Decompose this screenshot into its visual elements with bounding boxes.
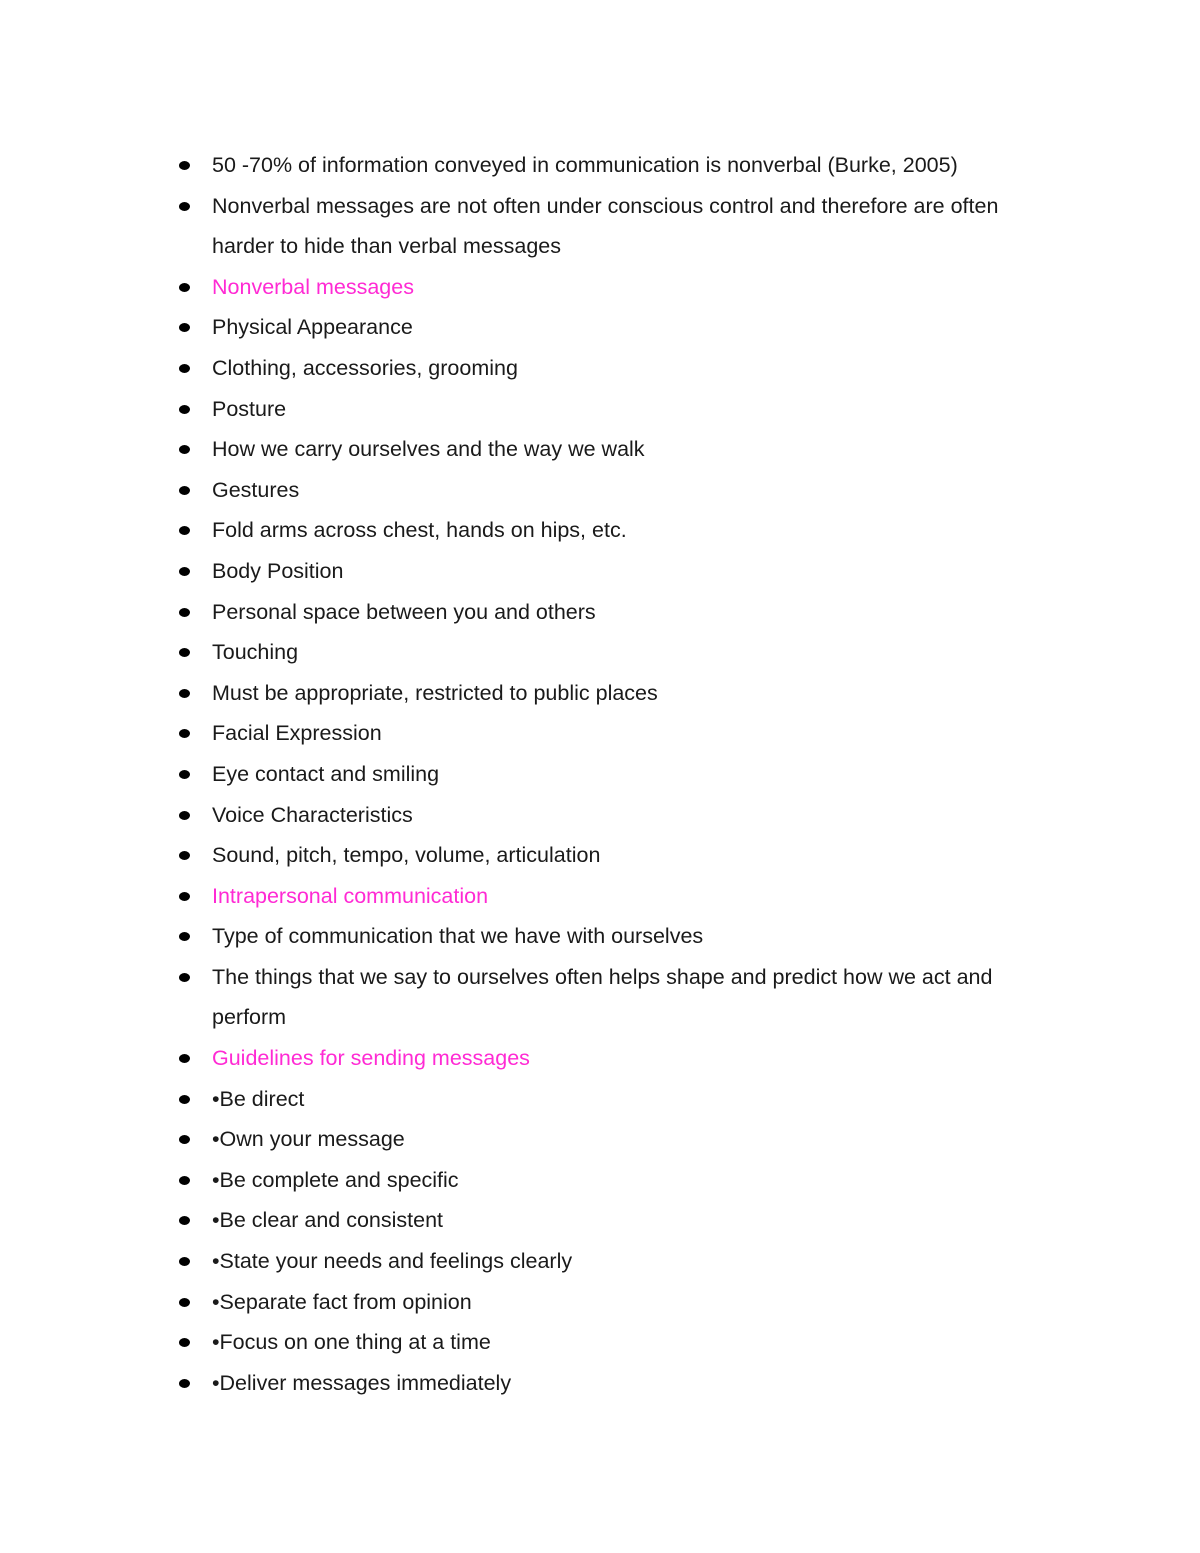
bullet-icon	[179, 1338, 190, 1347]
list-item	[175, 632, 1035, 673]
list-item-text: •Focus on one thing at a time	[212, 1330, 491, 1355]
list-item-heading	[175, 267, 1035, 308]
list-item	[175, 1160, 1035, 1201]
list-item-text: Body Position	[212, 558, 344, 583]
bullet-icon	[179, 1135, 190, 1144]
bullet-icon	[179, 526, 190, 535]
list-item	[175, 551, 1035, 592]
list-item	[175, 713, 1035, 754]
list-item	[175, 835, 1035, 876]
list-item-text: Voice Characteristics	[212, 802, 413, 827]
list-item-text: •Deliver messages immediately	[212, 1370, 512, 1395]
list-item-text: •State your needs and feelings clearly	[212, 1249, 573, 1274]
list-item	[175, 754, 1035, 795]
list-item-text: •Be complete and specific	[212, 1167, 459, 1192]
list-item-text: •Separate fact from opinion	[212, 1289, 472, 1314]
bullet-icon	[179, 648, 190, 657]
list-item	[175, 389, 1035, 430]
list-item	[175, 1079, 1035, 1120]
bullet-icon	[179, 811, 190, 820]
list-item-text: Nonverbal messages	[212, 274, 414, 299]
bullet-icon	[179, 729, 190, 738]
bullet-icon	[179, 1216, 190, 1225]
list-item-text: Clothing, accessories, grooming	[212, 355, 518, 380]
list-item	[175, 1200, 1035, 1241]
bullet-icon	[179, 1095, 190, 1104]
bullet-icon	[179, 770, 190, 779]
list-item-text: Personal space between you and others	[212, 599, 596, 624]
bullet-icon	[179, 689, 190, 698]
list-item	[175, 429, 1035, 470]
list-item	[175, 1282, 1035, 1323]
list-item-heading	[175, 876, 1035, 917]
bullet-icon	[179, 1176, 190, 1185]
list-item	[175, 795, 1035, 836]
list-item-text: Facial Expression	[212, 721, 382, 746]
list-item	[175, 916, 1035, 957]
list-item-text: Gestures	[212, 477, 300, 502]
bullet-icon	[179, 567, 190, 576]
list-item-text: Guidelines for sending messages	[212, 1046, 530, 1071]
bullet-icon	[179, 892, 190, 901]
bullet-icon	[179, 283, 190, 292]
list-item-heading	[175, 1038, 1035, 1079]
bullet-icon	[179, 1379, 190, 1388]
list-item	[175, 957, 1035, 1038]
list-item	[175, 1119, 1035, 1160]
list-item-text: Intrapersonal communication	[212, 883, 489, 908]
bullet-icon	[179, 161, 190, 170]
bullet-icon	[179, 932, 190, 941]
bullet-icon	[179, 323, 190, 332]
bullet-icon	[179, 202, 190, 211]
bullet-icon	[179, 973, 190, 982]
list-item-text: Sound, pitch, tempo, volume, articulation	[212, 843, 601, 868]
list-item-text: Fold arms across chest, hands on hips, etc.	[212, 518, 627, 543]
list-item-text: •Own your message	[212, 1127, 405, 1152]
bullet-icon	[179, 405, 190, 414]
list-item	[175, 186, 1035, 267]
list-item-text: Eye contact and smiling	[212, 761, 440, 786]
bullet-icon	[179, 1257, 190, 1266]
list-item-text: 50 -70% of information conveyed in communication is nonverbal (Burke, 2005)	[212, 153, 958, 177]
list-item-text: Type of communication that we have with ourselves	[212, 924, 704, 949]
list-item-text: Posture	[212, 396, 287, 421]
list-item-text: Nonverbal messages are not often under conscious control and therefore are often harder to hide than verbal messages	[212, 193, 999, 259]
list-item-text: Must be appropriate, restricted to public places	[212, 680, 658, 705]
list-item	[175, 348, 1035, 389]
bullet-icon	[179, 608, 190, 617]
bullet-icon	[179, 364, 190, 373]
list-item	[175, 470, 1035, 511]
list-item	[175, 1322, 1035, 1363]
list-item	[175, 145, 1035, 186]
list-item-text: How we carry ourselves and the way we walk	[212, 437, 645, 462]
list-item-text: •Be clear and consistent	[212, 1208, 444, 1233]
list-item-text: Touching	[212, 640, 299, 665]
list-item-text: The things that we say to ourselves often helps shape and predict how we act and perform	[212, 964, 993, 1030]
bullet-icon	[179, 486, 190, 495]
list-item	[175, 592, 1035, 633]
list-item	[175, 1241, 1035, 1282]
list-item	[175, 1363, 1035, 1404]
bullet-icon	[179, 1298, 190, 1307]
bullet-icon	[179, 445, 190, 454]
bullet-icon	[179, 851, 190, 860]
bullet-icon	[179, 1054, 190, 1063]
list-item-text: Physical Appearance	[212, 315, 413, 340]
list-item	[175, 510, 1035, 551]
list-item	[175, 307, 1035, 348]
bullet-list	[175, 145, 1035, 1403]
list-item	[175, 673, 1035, 714]
list-item-text: •Be direct	[212, 1086, 305, 1111]
